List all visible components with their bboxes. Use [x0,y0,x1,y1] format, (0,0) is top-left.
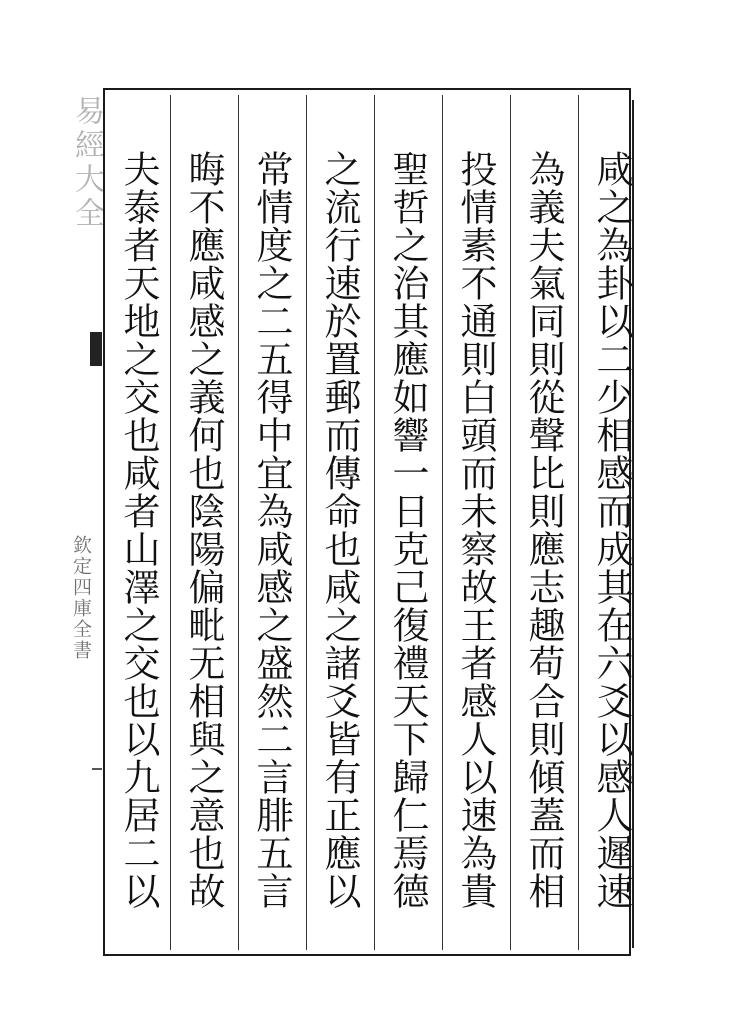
column-rule [238,95,239,950]
text-column-2 [517,150,569,910]
column-text: 為義夫氣同則從聲比則應志趣苟合則傾蓋而相 [522,150,565,910]
column-rule [578,95,579,950]
text-column-6 [245,150,297,910]
column-text: 聖哲之治其應如響一日克己復禮天下歸仁焉德 [386,150,429,910]
column-text: 投情素不通則白頭而未察故王者感人以速為貴 [454,150,497,910]
page-margin [64,95,104,855]
column-rule [374,95,375,950]
column-text: 夫泰者天地之交也咸者山澤之交也以九居二以 [117,150,160,910]
text-column-5 [313,150,365,910]
column-rule [510,95,511,950]
column-rule [442,95,443,950]
text-column-1 [585,150,637,910]
text-column-4 [381,150,433,910]
margin-tick [92,768,102,770]
column-text: 之流行速於置郵而傳命也咸之諸爻皆有正應以 [318,150,361,910]
column-text: 咸之為卦以二少相感而成其在六爻以感人遲速 [590,150,633,910]
margin-top-fragment: 易經大全 [69,95,104,231]
text-column-3 [449,150,501,910]
fishtail-mark [90,332,102,366]
column-rule [170,95,171,950]
column-text: 常情度之二五得中宜為咸感之盛然二言腓五言 [250,150,293,910]
column-text: 晦不應咸感之義何也陰陽偏毗无相與之意也故 [182,150,225,910]
column-rule [306,95,307,950]
text-column-8 [112,150,164,910]
margin-title: 欽定四庫全書 [70,535,92,661]
text-column-7 [177,150,229,910]
